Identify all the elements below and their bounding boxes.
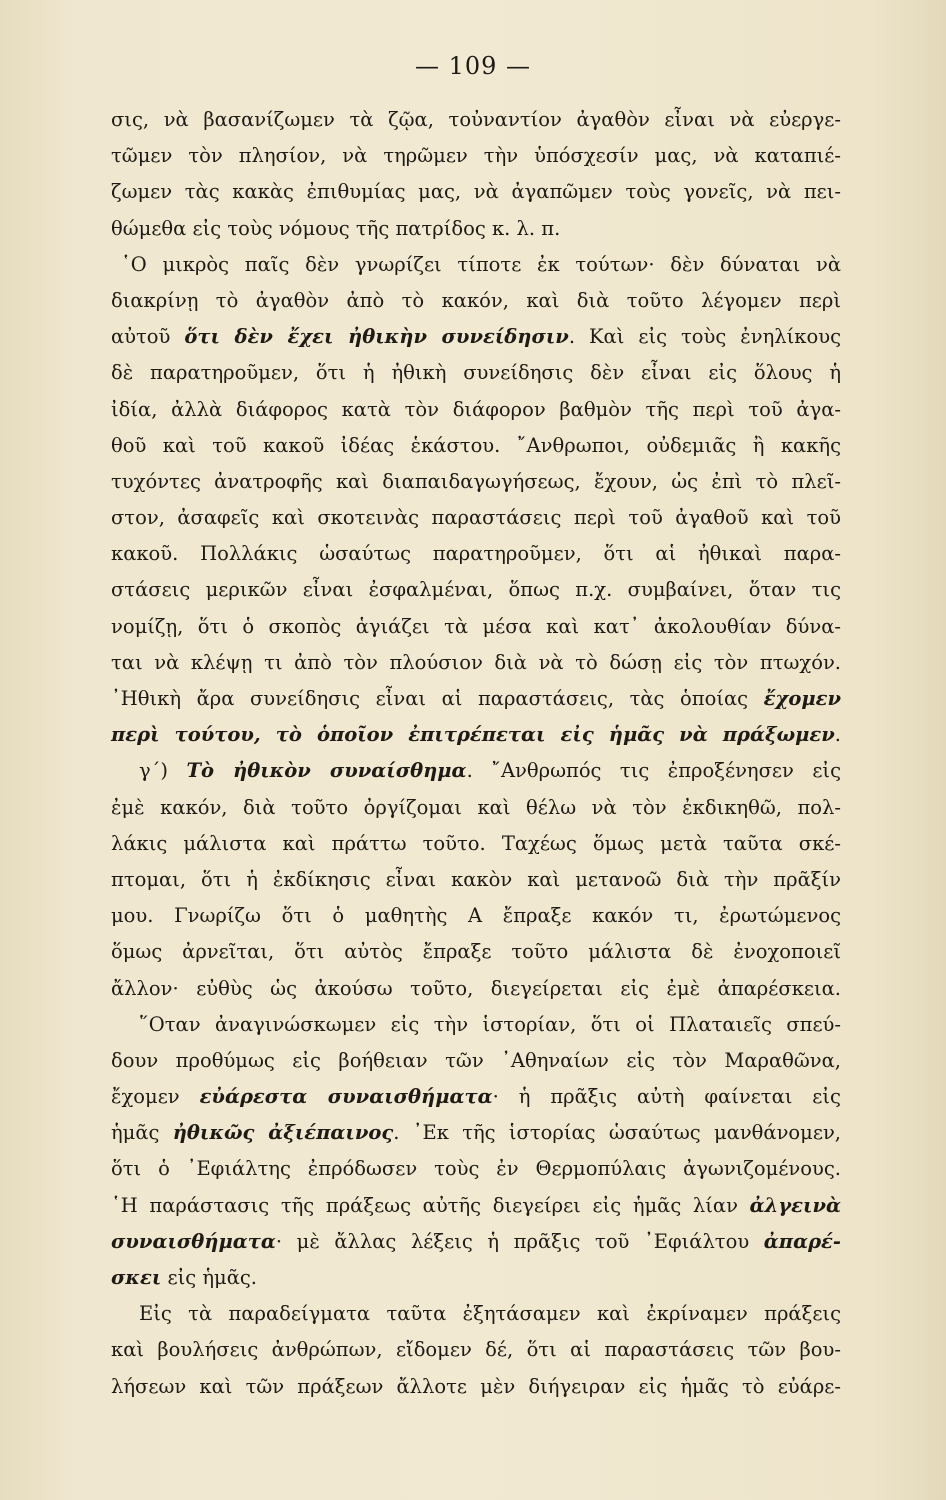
emphasis-run: ἀπαρέ- xyxy=(763,1229,841,1253)
emphasis-run: Τὸ ἠθικὸν συναίσθημα xyxy=(186,759,467,783)
text-line xyxy=(111,174,841,210)
text-line xyxy=(111,971,841,1007)
text-run: αὐτοῦ xyxy=(111,325,185,349)
text-line xyxy=(111,934,841,970)
text-line xyxy=(111,681,841,717)
text-run: στάσεις μερικῶν εἶναι ἐσφαλμέναι, ὅπως π.χ. συμβαίνει, ὅταν τις xyxy=(111,578,841,602)
text-run: ὅτι ὁ ᾽Εφιάλτης ἐπρόδωσεν τοὺς ἐν Θερμοπύλαις ἀγωνιζομένους. xyxy=(111,1157,841,1181)
text-line xyxy=(111,500,841,536)
text-line xyxy=(111,1296,841,1332)
text-line xyxy=(111,1151,841,1187)
text-line xyxy=(111,1115,841,1151)
text-line xyxy=(111,355,841,391)
emphasis-run: περὶ τούτου, τὸ ὁποῖον ἐπιτρέπεται εἰς ἡμᾶς νὰ πράξωμεν xyxy=(111,723,835,747)
text-line xyxy=(111,138,841,174)
text-line xyxy=(111,283,841,319)
text-line xyxy=(111,826,841,862)
text-run: γ΄) xyxy=(139,759,187,783)
text-line xyxy=(111,464,841,500)
text-line xyxy=(111,572,841,608)
text-run: ζωμεν τὰς κακὰς ἐπιθυμίας μας, νὰ ἀγαπῶμεν τοὺς γονεῖς, νὰ πει- xyxy=(111,180,841,204)
text-line xyxy=(111,102,841,138)
text-line xyxy=(111,717,841,753)
text-line xyxy=(111,211,841,247)
text-run: ὅμως ἀρνεῖται, ὅτι αὐτὸς ἔπραξε τοῦτο μάλιστα δὲ ἐνοχοποιεῖ xyxy=(111,940,841,964)
text-line xyxy=(111,862,841,898)
text-run: καὶ βουλήσεις ἀνθρώπων, εἴδομεν δέ, ὅτι αἱ παραστάσεις τῶν βου- xyxy=(111,1338,841,1362)
text-run: δὲ παρατηροῦμεν, ὅτι ἡ ἠθικὴ συνείδησις δὲν εἶναι εἰς ὅλους ἡ xyxy=(111,361,841,385)
text-run: . ῎Ανθρωπός τις ἐπροξένησεν εἰς xyxy=(466,759,841,783)
text-line xyxy=(111,428,841,464)
text-run: τυχόντες ἀνατροφῆς καὶ διαπαιδαγωγήσεως, ἔχουν, ὡς ἐπὶ τὸ πλεῖ- xyxy=(111,469,841,493)
text-line xyxy=(111,1007,841,1043)
text-run: στον, ἀσαφεῖς καὶ σκοτεινὰς παραστάσεις περὶ τοῦ ἀγαθοῦ καὶ τοῦ xyxy=(111,506,841,530)
text-run: δουν προθύμως εἰς βοήθειαν τῶν ᾽Αθηναίων εἰς τὸν Μαραθῶνα, xyxy=(111,1048,841,1072)
text-run: θώμεθα εἰς τοὺς νόμους τῆς πατρίδος κ. λ. π. xyxy=(111,216,561,240)
text-run: ῾Ο μικρὸς παῖς δὲν γνωρίζει τίποτε ἐκ τούτων· δὲν δύναται νὰ xyxy=(121,252,841,276)
text-line xyxy=(111,536,841,572)
text-line xyxy=(111,645,841,681)
text-line xyxy=(111,319,841,355)
text-run: ἡμᾶς xyxy=(111,1121,173,1145)
text-line xyxy=(111,1043,841,1079)
text-line xyxy=(111,1079,841,1115)
page-number: — 109 — xyxy=(414,52,532,80)
text-run: νομίζῃ, ὅτι ὁ σκοπὸς ἁγιάζει τὰ μέσα καὶ κατ᾽ ἀκολουθίαν δύνα- xyxy=(111,614,841,638)
text-line xyxy=(111,790,841,826)
text-run: εἰς ἡμᾶς. xyxy=(161,1266,258,1289)
text-run: . xyxy=(834,723,841,747)
emphasis-run: ὅτι δὲν ἔχει ἠθικὴν συνείδησιν xyxy=(184,325,569,349)
text-line xyxy=(111,392,841,428)
text-run: θοῦ καὶ τοῦ κακοῦ ἰδέας ἑκάστου. ῎Ανθρωποι, οὐδεμιᾶς ἢ κακῆς xyxy=(111,433,841,457)
emphasis-run: ἀλγεινὰ xyxy=(749,1193,841,1217)
text-line xyxy=(111,898,841,934)
text-run: . Καὶ εἰς τοὺς ἐνηλίκους xyxy=(568,325,841,349)
text-line xyxy=(111,1188,841,1224)
emphasis-run: ἠθικῶς ἀξιέπαινος xyxy=(172,1121,394,1145)
text-run: ἔχομεν xyxy=(111,1085,200,1109)
text-line xyxy=(111,1260,841,1296)
emphasis-run: συναισθήματα xyxy=(111,1229,276,1253)
text-line xyxy=(111,753,841,789)
text-run: · ἡ πρᾶξις αὐτὴ φαίνεται εἰς xyxy=(492,1085,841,1109)
text-run: . ᾽Εκ τῆς ἱστορίας ὡσαύτως μανθάνομεν, xyxy=(393,1121,841,1145)
text-run: Εἰς τὰ παραδείγματα ταῦτα ἐξητάσαμεν καὶ ἐκρίναμεν πράξεις xyxy=(139,1302,841,1326)
text-line xyxy=(111,1224,841,1260)
text-run: ῾Η παράστασις τῆς πράξεως αὐτῆς διεγείρει εἰς ἡμᾶς λίαν xyxy=(111,1193,750,1217)
text-run: ἐμὲ κακόν, διὰ τοῦτο ὀργίζομαι καὶ θέλω νὰ τὸν ἐκδικηθῶ, πολ- xyxy=(111,795,841,819)
text-run: ᾽Ηθικὴ ἄρα συνείδησις εἶναι αἱ παραστάσεις, τὰς ὁποίας xyxy=(111,687,764,710)
text-run: σις, νὰ βασανίζωμεν τὰ ζῷα, τοὐναντίον ἀγαθὸν εἶναι νὰ εὐεργε- xyxy=(111,108,841,131)
text-run: πτομαι, ὅτι ἡ ἐκδίκησις εἶναι κακὸν καὶ μετανοῶ διὰ τὴν πρᾶξίν xyxy=(111,867,841,891)
text-run: τῶμεν τὸν πλησίον, νὰ τηρῶμεν τὴν ὑπόσχεσίν μας, νὰ καταπιέ- xyxy=(111,144,841,168)
emphasis-run: ἔχομεν xyxy=(763,687,841,710)
text-run: ῞Οταν ἀναγινώσκωμεν εἰς τὴν ἱστορίαν, ὅτι οἱ Πλαταιεῖς σπεύ- xyxy=(139,1012,841,1036)
text-line xyxy=(111,1332,841,1368)
body-text xyxy=(111,102,841,1405)
text-run: ἄλλον· εὐθὺς ὡς ἀκούσω τοῦτο, διεγείρεται εἰς ἐμὲ ἀπαρέσκεια. xyxy=(111,976,841,1000)
text-line xyxy=(111,247,841,283)
text-run: λήσεων καὶ τῶν πράξεων ἄλλοτε μὲν διήγειραν εἰς ἡμᾶς τὸ εὐάρε- xyxy=(111,1374,841,1398)
text-run: · μὲ ἄλλας λέξεις ἡ πρᾶξις τοῦ ᾽Εφιάλτου xyxy=(275,1229,764,1253)
text-line xyxy=(111,609,841,645)
text-line xyxy=(111,1369,841,1405)
text-run: ται νὰ κλέψῃ τι ἀπὸ τὸν πλούσιον διὰ νὰ τὸ δώσῃ εἰς τὸν πτωχόν. xyxy=(111,650,841,674)
text-run: μου. Γνωρίζω ὅτι ὁ μαθητὴς Α ἔπραξε κακόν τι, ἐρωτώμενος xyxy=(111,904,841,928)
text-run: ἰδία, ἀλλὰ διάφορος κατὰ τὸν διάφορον βαθμὸν τῆς περὶ τοῦ ἀγα- xyxy=(111,397,841,421)
text-run: λάκις μάλιστα καὶ πράττω τοῦτο. Ταχέως ὅμως μετὰ ταῦτα σκέ- xyxy=(111,831,841,855)
emphasis-run: σκει xyxy=(111,1266,162,1289)
emphasis-run: εὐάρεστα συναισθήματα xyxy=(199,1085,493,1109)
text-run: διακρίνῃ τὸ ἀγαθὸν ἀπὸ τὸ κακόν, καὶ διὰ τοῦτο λέγομεν περὶ xyxy=(111,288,841,312)
text-run: κακοῦ. Πολλάκις ὡσαύτως παρατηροῦμεν, ὅτι αἱ ἠθικαὶ παρα- xyxy=(111,542,841,566)
